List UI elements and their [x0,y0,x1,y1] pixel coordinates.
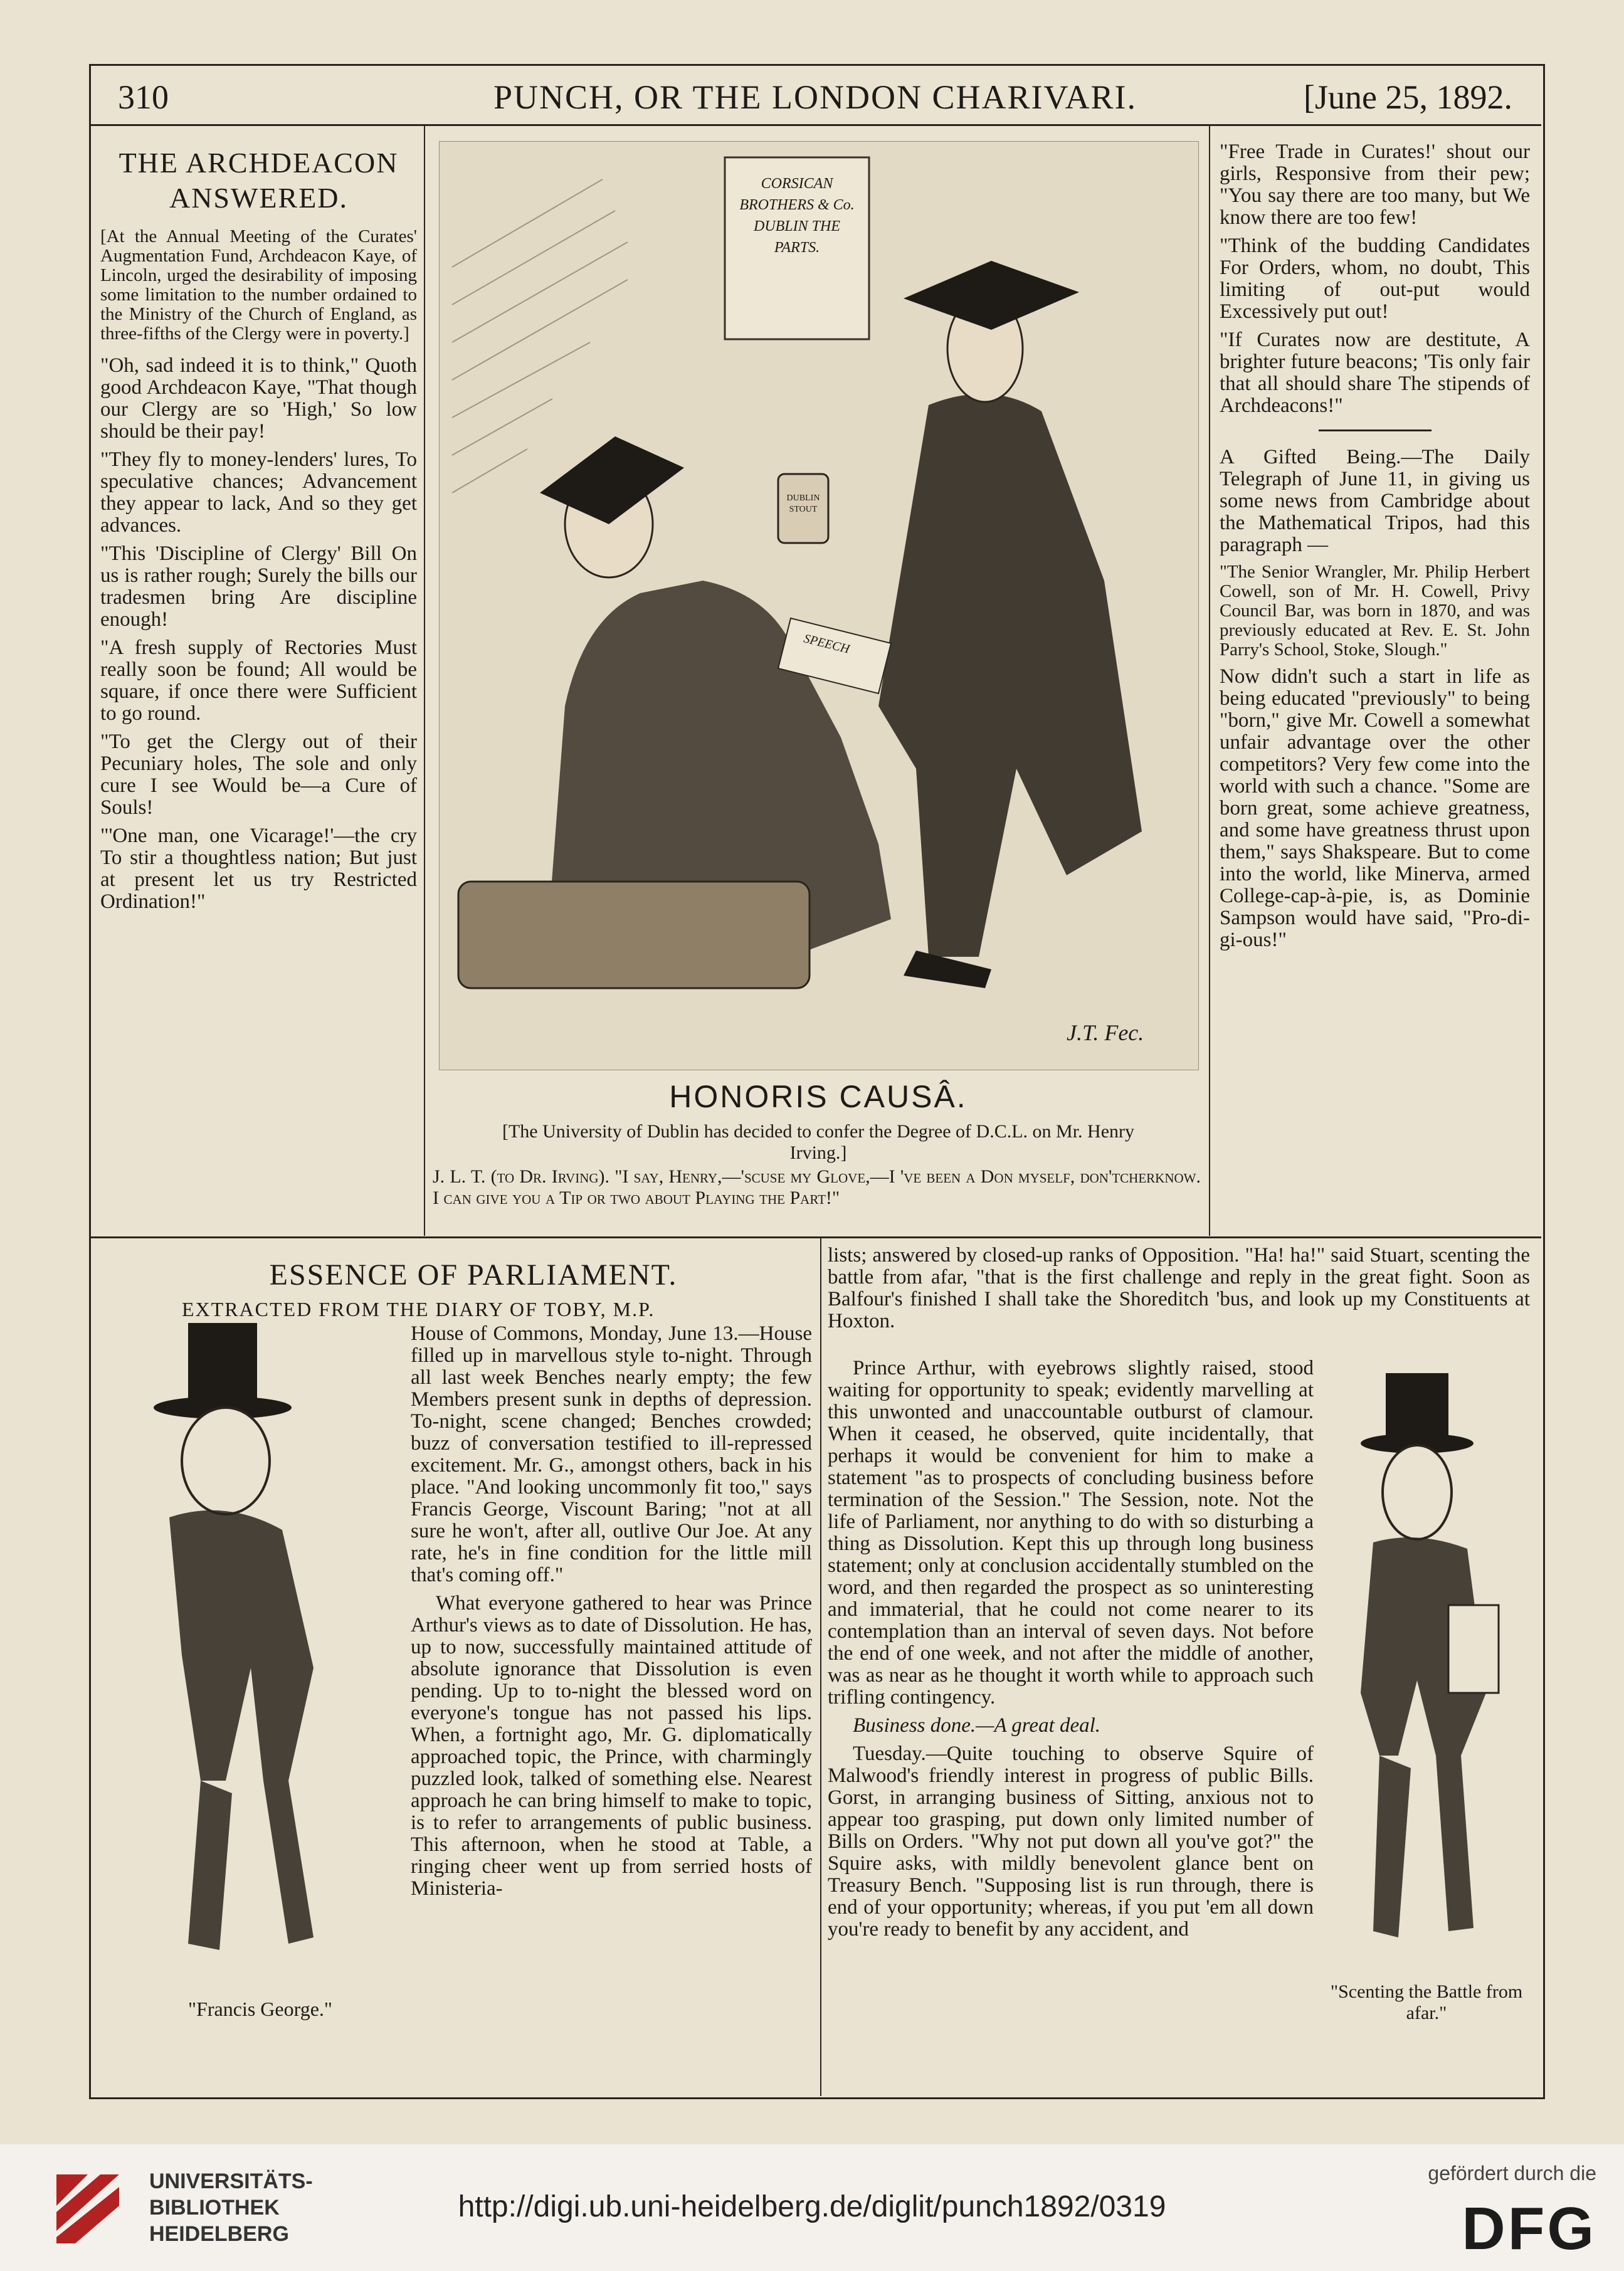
right-column-rule [1319,429,1432,431]
column-rule-right [1209,126,1210,1236]
archdeacon-stanza-3: "This 'Discipline of Clergy' Bill On us is rather rough; Surely the bills our tradesmen bring Are discipline enough! [100,542,417,631]
page-number: 310 [118,78,169,116]
library-line-2: BIBLIOTHEK [149,2196,280,2220]
standing-mortarboard [904,261,1079,330]
archdeacon-stanza-6: "'One man, one Vicarage!'—the cry To stir a thoughtless nation; But just at present let us try Restricted Ordination!" [100,825,417,913]
digitization-footer [0,2144,1624,2271]
gifted-being-body: Now didn't such a start in life as being educated "previously" to being "born," give Mr. Cowell a somewhat unfair advantage over the other competitors? Very few come into the world with such a chance. "Some are born great, some achieve greatness, and some have greatness thrust upon them," says Shakspeare. But to come into the world, like Minerva, armed College-cap-à-pie, is, as Dominie Sampson would have said, "Pro-di-gi-ous!" [1220,665,1530,951]
header-rule [89,124,1541,126]
parliament-column-1 [411,1323,812,1906]
archdeacon-stanza-1: "Oh, sad indeed it is to think," Quoth good Archdeacon Kaye, "That though our Clergy are so 'High,' So low should be their pay! [100,354,417,443]
gifted-being-intro: A Gifted Being.—The Daily Telegraph of June 11, in giving us some news from Cambridge about the Mathematical Tripos, had this paragraph — [1220,446,1530,556]
archdeacon-column [100,145,417,919]
archdeacon-stanza-2: "They fly to money-lenders' lures, To speculative chances; Advancement they appear to lack, And so they get advances. [100,448,417,537]
issue-date: [June 25, 1892. [1304,78,1512,116]
cartoon-drawing [440,142,1198,1070]
francis-george-caption: "Francis George." [188,1998,332,2020]
curates-stanza-3: "If Curates now are destitute, A brighter future beacons; 'Tis only fair that all should share The stipends of Archdeacons!" [1220,329,1530,417]
curates-stanza-2: "Think of the budding Candidates For Orders, whom, no doubt, This limiting of out-put would Excessively put out! [1220,234,1530,323]
parliament-column-rule [820,1238,821,2096]
parliament-prince-arthur-statement: Prince Arthur, with eyebrows slightly raised, stood waiting for opportunity to speak; evidently marvelling at this unwonted and unaccountable outburst of clamour. When it ceased, he observed, quite incidentally, that perhaps it would be convenient for him to make a statement "as to prospects of concluding business before termination of the Session." The Session, note. Not the life of Parliament, nor anything to do with so disturbing a thing as Dissolution. Kept this up through long business statement; only at conclusion accidentally stumbled on the word, and then regarded the prospect as so uninteresting and immaterial, that he could not come nearer to its contemplation than an interval of seven days. Not before the end of one week, and not after the middle of another, was as near as he thought it worth while to approach such trifling contingency. [828,1357,1314,1709]
archdeacon-stanza-4: "A fresh supply of Rectories Must really soon be found; All would be square, if once there were Sufficient to go round. [100,636,417,725]
dfg-logo: DFG [1462,2195,1596,2262]
archdeacon-intro: [At the Annual Meeting of the Curates' Augmentation Fund, Archdeacon Kaye, of Lincoln, urged the desirability of imposing some limitation to the number ordained to the Ministry of the Church of England, as three-fifths of the Clergy were in poverty.] [100,226,417,344]
parliament-business-done: Business done.—A great deal. [853,1714,1101,1737]
cartoon-dialogue: J. L. T. (to Dr. Irving). "I say, Henry,—'scuse my Glove,—I 've been a Don myself, don'tcherknow. I can give you a Tip or two about Playing the Part!" [433,1166,1201,1208]
scenting-battle-caption: "Scenting the Battle from afar." [1330,1981,1523,2023]
playbill-text: CORSICAN BROTHERS & Co. DUBLIN THE PARTS. [739,176,855,256]
parliament-prince-arthur: What everyone gathered to hear was Prince Arthur's views as to date of Dissolution. He has, up to now, successfully maintained attitude of absolute ignorance that Dissolution is even pending. Up to to-night the blessed word on everyone's tongue has not passed his lips. When, a fortnight ago, Mr. G. diplomatically approached topic, the Prince, with charmingly puzzled look, talked of something else. Nearest approach he can bring himself to make to topic, is to refer to arrangements of public business. This afternoon, when he stood at Table, a ringing cheer went up from serried hosts of Ministeria- [411,1592,812,1900]
library-line-1: UNIVERSITÄTS- [149,2169,313,2193]
couch [458,882,809,988]
parliament-tuesday: Tuesday.—Quite touching to observe Squire of Malwood's friendly interest in progress of public Bills. Gorst, in arranging business of Sitting, anxious not to appear too grasping, put down only limited number of Bills on Orders. "Why not put down all you've got?" the Squire asks, with mildly benevolent glance bent on Treasury Bench. "Supposing list is run through, there is end of your opportunity; whereas, if you put 'em all down you're ready to benefit by any accident, and [828,1742,1314,1941]
parliament-column-2-body [828,1357,1314,1947]
scenting-battle-illustration [1323,1367,1524,1956]
sponsor-note: gefördert durch die [1428,2162,1596,2184]
parliament-col2-opening: lists; answered by closed-up ranks of Opposition. "Ha! ha!" said Stuart, scenting the battle from afar, "that is the first challenge and reply in the great fight. Soon as Balfour's finished I shall take the Shoreditch 'bus, and look up my Constituents at Hoxton. [828,1244,1530,1332]
seated-mortarboard [540,436,684,524]
cartoon-subcaption: [The University of Dublin has decided to confer the Degree of D.C.L. on Mr. Henry Irving.] [502,1121,1135,1163]
speech-label: SPEECH [802,631,852,656]
masthead-title: PUNCH, OR THE LONDON CHARIVARI. [493,78,1137,116]
cartoon-title: HONORIS CAUSÂ. [669,1079,968,1114]
cartoon-signature: J.T. Fec. [1067,1020,1144,1045]
francis-george-drawing [100,1317,401,1981]
section-rule [89,1236,1541,1238]
column-rule-left [424,126,425,1236]
parliament-monday: House of Commons, Monday, June 13.—House filled up in marvellous style to-night. Through all last week Benches nearly empty; the few Members present sunk in depths of depression. To-night, scene changed; Benches crowded; buzz of conversation testified to ill-repressed excitement. Mr. G., amongst others, back in his place. "And looking uncommonly fit too," says Francis George, Viscount Baring; "not at all sure he won't, after all, outlive Our Joe. At any rate, he's in fine condition for the little mill that's coming off." [411,1322,812,1586]
jug-label: DUBLIN STOUT [786,493,820,514]
right-column [1220,141,1530,957]
running-header [89,72,1541,122]
standing-figure-gown [878,394,1142,957]
parliament-title: ESSENCE OF PARLIAMENT. [269,1258,678,1292]
parliament-column-2 [828,1245,1530,1339]
library-line-3: HEIDELBERG [149,2222,289,2246]
scenting-battle-drawing [1323,1367,1524,1956]
archdeacon-stanza-5: "To get the Clergy out of their Pecuniary holes, The sole and only cure I see Would be—a Cure of Souls! [100,730,417,819]
curates-stanza-1: "Free Trade in Curates!' shout our girls, Responsive from their pew; "You say there are too many, but We know there are too few! [1220,140,1530,229]
parliament-subtitle: EXTRACTED FROM THE DIARY OF TOBY, M.P. [182,1298,655,1320]
gifted-being-quote: "The Senior Wrangler, Mr. Philip Herbert Cowell, son of Mr. H. Cowell, Privy Council Bar, was born in 1870, and was previously educated at Rev. E. St. John Parry's School, Stoke, Slough." [1220,562,1530,660]
cartoon-illustration [439,141,1199,1070]
archdeacon-title: THE ARCHDEACON ANSWERED. [119,147,399,214]
source-url-link[interactable]: http://digi.ub.uni-heidelberg.de/diglit/punch1892/0319 [458,2190,1166,2223]
francis-george-illustration [100,1317,401,1981]
